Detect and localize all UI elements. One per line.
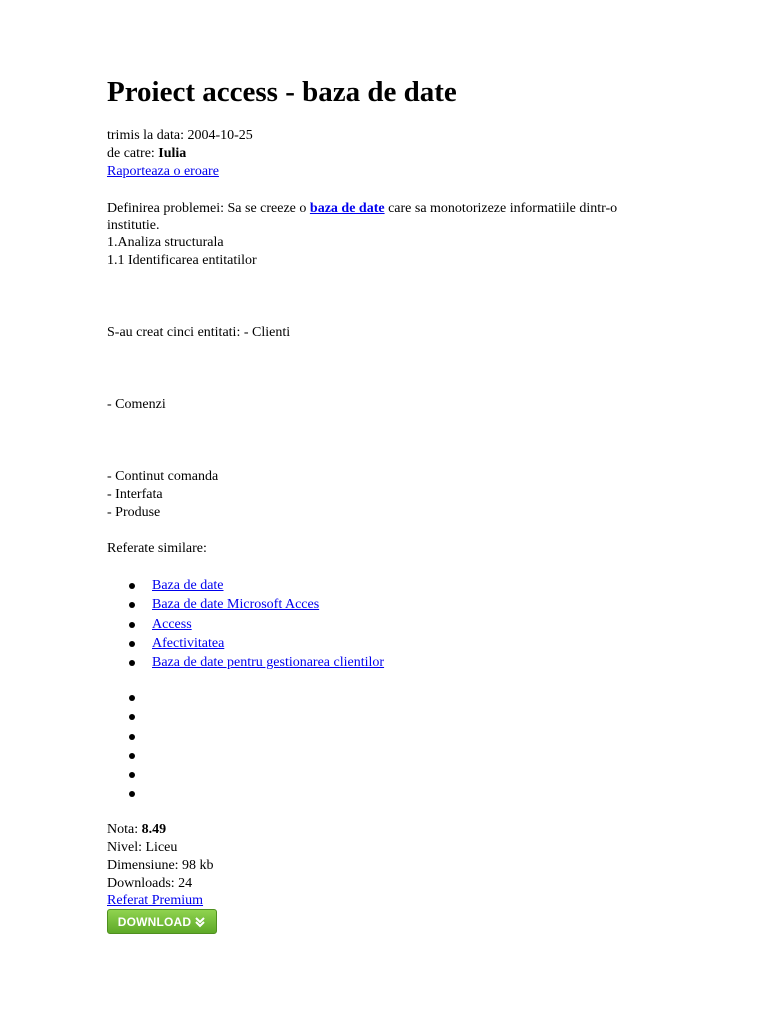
problem-definition (107, 200, 667, 234)
similar-list (107, 576, 384, 672)
entity-interfata: - Interfata (107, 487, 163, 502)
nota-label: Nota: (107, 822, 139, 837)
nivel-line (107, 839, 177, 856)
nivel-label: Nivel: (107, 840, 142, 855)
nota-line (107, 821, 166, 838)
similar-link[interactable]: Access (152, 616, 192, 632)
baza-de-date-link[interactable]: baza de date (309, 201, 385, 216)
dimensiune-line (107, 857, 214, 874)
referat-premium-link[interactable]: Referat Premium (107, 893, 204, 908)
report-line (107, 163, 219, 180)
download-button[interactable] (107, 909, 217, 934)
list-item (107, 634, 384, 653)
author-label: de catre: (107, 146, 155, 161)
entity-produse: - Produse (107, 505, 161, 520)
downloads-label: Downloads: (107, 876, 175, 891)
premium-line (107, 892, 203, 909)
problem-suffix: care sa monotorizeze informatiile dintr-o institutie. (107, 201, 618, 233)
report-error-link[interactable]: Raporteaza o eroare (107, 164, 219, 179)
bullet-icon (129, 791, 135, 797)
bullet-icon (129, 714, 135, 720)
nivel-value: Liceu (145, 840, 178, 855)
entities-intro: S-au creat cinci entitati: - Clienti (107, 325, 291, 340)
bullet-icon (129, 660, 135, 666)
similar-link[interactable]: Afectivitatea (152, 635, 225, 651)
bullet-icon (129, 602, 135, 608)
list-item (107, 595, 384, 614)
sent-date-value: 2004-10-25 (187, 128, 253, 143)
sent-date-line (107, 127, 253, 144)
list-item (107, 576, 384, 595)
dimensiune-label: Dimensiune: (107, 858, 179, 873)
list-item (107, 653, 384, 672)
bullet-icon (129, 695, 135, 701)
dimensiune-value: 98 kb (182, 858, 214, 873)
author-name: Iulia (158, 146, 187, 161)
problem-prefix: Definirea problemei: Sa se creeze o (107, 201, 307, 216)
similar-heading: Referate similare: (107, 541, 207, 556)
section-heading-1-1: 1.1 Identificarea entitatilor (107, 253, 257, 268)
bullet-icon (129, 583, 135, 589)
download-button-label: DOWNLOAD (117, 914, 192, 929)
author-line (107, 145, 186, 162)
entity-comenzi: - Comenzi (107, 397, 166, 412)
page-title: Proiect access - baza de date (107, 76, 457, 108)
section-heading-1: 1.Analiza structurala (107, 235, 224, 250)
nota-value: 8.49 (141, 822, 167, 837)
downloads-line (107, 875, 192, 892)
similar-link[interactable]: Baza de date pentru gestionarea clientilor (152, 655, 385, 671)
sent-date-label: trimis la data: (107, 128, 184, 143)
similar-link[interactable]: Baza de date Microsoft Acces (152, 597, 320, 613)
list-item (107, 615, 384, 634)
bullet-icon (129, 753, 135, 759)
bullet-icon (129, 622, 135, 628)
double-chevron-down-icon (194, 916, 206, 928)
bullet-icon (129, 641, 135, 647)
similar-link[interactable]: Baza de date (152, 578, 224, 593)
bullet-icon (129, 734, 135, 740)
bullet-icon (129, 772, 135, 778)
downloads-value: 24 (178, 876, 193, 891)
entity-continut-comanda: - Continut comanda (107, 469, 219, 484)
